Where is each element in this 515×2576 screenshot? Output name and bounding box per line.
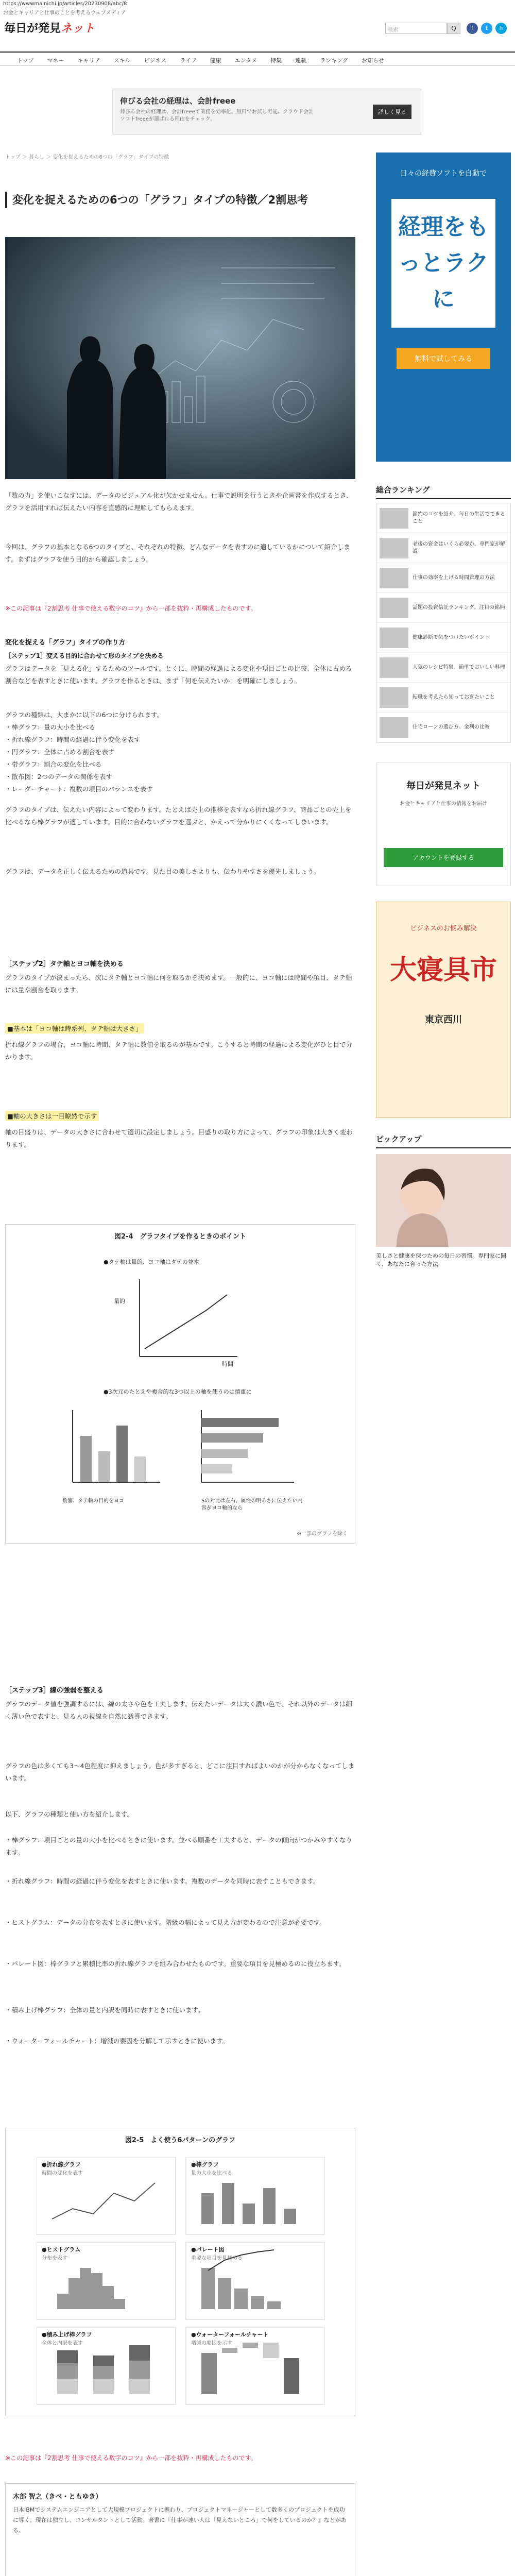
body-paragraph: グラフはデータを「見える化」するためのツールです。とくに、時間の経過による変化や項目ごとの比較、全体に占める割合などを表すときに使います。グラフを作るときは、まず「何を伝えたいか」を明確にしましょう。 [5, 665, 352, 685]
author-bio: 日本IBMでシステムエンジニアとして大規模プロジェクトに携わり、プロジェクトマネージャーとして数多くのプロジェクトを成功に導く。現在は独立し、コンサルタントとして活動。著書に『仕事が速い人は「見えないところ」で何をしているのか？』などがある。 [13, 2506, 347, 2534]
ad-big: 大寝具市 [389, 955, 497, 986]
intro-paragraph-2: 今回は、グラフの基本となる6つのタイプと、それぞれの特徴、どんなデータを表すのに適しているかについて紹介します。まずはグラフを使う目的から確認しましょう。 [5, 543, 350, 563]
search-button[interactable]: Q [447, 23, 460, 34]
ranking-thumb [380, 568, 408, 588]
list-item: ・折れ線グラフ：時間の経過に伴う変化を表すときに使います。複数のデータを同時に表すこともできます。 [5, 1877, 320, 1885]
ranking-item[interactable] [376, 713, 510, 742]
ranking-title: 人気のレシピ特集。簡単でおいしい料理 [413, 664, 505, 670]
figure-caption: 数値、タテ軸の目的をヨコ [62, 1498, 124, 1504]
body-paragraph: 軸の目盛りは、データの大きさに合わせて適切に設定しましょう。目盛りの取り方によって、グラフの印象は大きく変わります。 [5, 1128, 353, 1148]
logo-accent: ネット [61, 22, 95, 35]
body-paragraph: グラフの種類は、大まかに以下の6つに分けられます。 [5, 711, 163, 719]
banner-desc: 伸びる会社の経理は、会計freeeで業務を効率化。無料でお試し可能。クラウド会計ソフトfreeeが選ばれる理由をチェック。 [120, 109, 314, 122]
ranking-title: 話題の投資信託ランキング。注目の銘柄 [413, 604, 505, 611]
figure-label: ●タテ軸は量的、ヨコ軸はタテの並木 [104, 1259, 199, 1265]
ranking-item[interactable] [376, 533, 510, 563]
nav-item[interactable]: ビジネス [144, 57, 167, 64]
banner-cta-button[interactable]: 詳しく見る [373, 105, 411, 119]
ranking-title: 仕事の効率を上げる時間管理の方法 [413, 574, 495, 581]
chart-type-sub: 全体と内訳を表す [42, 2341, 83, 2346]
figure-axis-diagram [109, 1274, 243, 1372]
source-link[interactable]: ※この記事は『2割思考 仕事で使える数字のコツ』から一部を抜粋・再構成したものです。 [5, 2454, 257, 2462]
figure-six-patterns [5, 2128, 355, 2416]
article-title: 変化を捉えるための6つの「グラフ」タイプの特徴／2割思考 [5, 192, 355, 208]
nav-item[interactable]: マネー [47, 57, 64, 64]
ranking-list [376, 503, 511, 743]
banner-title: 伸びる会社の経理は、会計freee [120, 96, 236, 106]
ranking-thumb [380, 628, 408, 648]
ranking-item[interactable] [376, 653, 510, 683]
ranking-item[interactable] [376, 503, 510, 533]
ranking-heading: 総合ランキング [376, 484, 511, 499]
site-tagline: お金とキャリアと仕事のことを考えるウェブメディア [3, 10, 126, 16]
figure-title: 図2-5 よく使う6パターンのグラフ [125, 2137, 236, 2144]
ranking-thumb [380, 657, 408, 678]
pickup-caption[interactable]: 美しさと健康を保つための毎日の習慣。専門家に聞く、あなたに合った方法 [376, 1252, 506, 1267]
sidebar-ad-mid[interactable] [376, 902, 511, 1118]
pickup-heading: ピックアップ [376, 1133, 511, 1148]
list-item: ・棒グラフ：量の大小を比べる [5, 723, 96, 731]
body-paragraph: 以下、グラフの種類と使い方を紹介します。 [5, 1810, 134, 1818]
sidebar-promo [376, 762, 511, 886]
list-item: ・パレート図：棒グラフと累積比率の折れ線グラフを組み合わせたものです。重要な項目を見極めるのに役立ちます。 [5, 1960, 346, 1968]
highlight-heading: ■基本は「ヨコ軸は時系列、タテ軸は大きさ」 [5, 1023, 144, 1033]
list-item: ・円グラフ：全体に占める割合を表す [5, 748, 115, 756]
ranking-item[interactable] [376, 593, 510, 623]
ad-bottom: 東京西川 [425, 1014, 462, 1025]
figure-bar-diagrams [57, 1405, 304, 1493]
nav-item[interactable]: トップ [17, 57, 34, 64]
source-link[interactable]: ※この記事は『2割思考 仕事で使える数字のコツ』から一部を抜粋・再構成したものです。 [5, 605, 257, 612]
chart-type-sub: 重要な項目を見極める [191, 2256, 243, 2261]
list-item: ・帯グラフ：割合の変化を比べる [5, 760, 102, 768]
pickup-portrait [376, 1154, 511, 1247]
list-item: ・散布図：2つのデータの関係を表す [5, 773, 112, 781]
list-item: ・積み上げ棒グラフ：全体の量と内訳を同時に表すときに使います。 [5, 2006, 204, 2014]
chart-type-sub: 時間の変化を表す [42, 2171, 83, 2176]
highlight-heading: ■軸の大きさは一目瞭然で示す [5, 1111, 99, 1121]
breadcrumb[interactable]: トップ ＞ 暮らし ＞ 変化を捉えるための6つの「グラフ」タイプの特徴 [5, 155, 169, 160]
sidebar-ad-top[interactable] [376, 152, 511, 462]
ranking-thumb [380, 717, 408, 738]
list-item: ・レーダーチャート：複数の項目のバランスを表す [5, 785, 153, 793]
promo-desc: お金とキャリアと仕事の情報をお届け [400, 801, 487, 807]
nav-item[interactable]: 連載 [295, 57, 307, 64]
ad-small: 日々の経費ソフトを自動で [400, 170, 487, 178]
logo-main: 毎日が発見 [4, 22, 61, 35]
hero-image [5, 237, 355, 479]
nav-item[interactable]: エンタメ [234, 57, 258, 64]
search-input[interactable]: 検索 [385, 23, 447, 34]
ranking-item[interactable] [376, 683, 510, 713]
ranking-thumb [380, 538, 408, 558]
body-paragraph: グラフは、データを正しく伝えるための道具です。見た目の美しさよりも、伝わりやすさを優先しましょう。 [5, 868, 320, 875]
figure-grid [37, 2157, 325, 2410]
nav-item[interactable]: ライフ [180, 57, 197, 64]
nav-item[interactable]: お知らせ [361, 57, 384, 64]
nav-item[interactable]: スキル [113, 57, 131, 64]
chart-type-label: ●棒グラフ [191, 2161, 219, 2168]
body-paragraph: グラフのタイプが決まったら、次にタテ軸とヨコ軸に何を取るかを決めます。一般的に、ヨコ軸には時間や項目、タテ軸には量や割合を取ります。 [5, 974, 352, 994]
figure-label: ●3次元のたとえや複合的な3つ以上の軸を使うのは慎重に [104, 1388, 252, 1395]
global-nav [0, 52, 515, 66]
body-paragraph: グラフの色は多くても3〜4色程度に抑えましょう。色が多すぎると、どこに注目すればよいのかが分からなくなってしまいます。 [5, 1762, 355, 1782]
twitter-icon[interactable]: t [481, 23, 492, 34]
intro-paragraph-1: 「数の力」を使いこなすには、データのビジュアル化が欠かせません。仕事で説明を行うときや企画書を作成するとき、グラフを活用すれば伝えたい内容を直感的に理解してもらえます。 [5, 492, 353, 512]
x-axis-label: 時間 [222, 1361, 233, 1367]
ranking-title: 老後の資金はいくら必要か。専門家が解説 [413, 541, 505, 554]
step-heading: ［ステップ3］線の強弱を整える [5, 1687, 104, 1694]
chart-type-label: ●積み上げ棒グラフ [42, 2331, 92, 2338]
site-logo[interactable] [4, 20, 95, 36]
hatena-icon[interactable]: h [495, 23, 507, 34]
list-item: ・ウォーターフォールチャート：増減の要因を分解して示すときに使います。 [5, 2037, 229, 2045]
facebook-icon[interactable]: f [467, 23, 478, 34]
chart-type-label: ●ウォーターフォールチャート [191, 2331, 269, 2338]
body-paragraph: グラフのデータ値を強調するには、線の太さや色を工夫します。伝えたいデータは太く濃い色で、それ以外のデータは細く薄い色で表すと、見る人の視線を自然に誘導できます。 [5, 1700, 352, 1720]
chart-type-label: ●折れ線グラフ [42, 2161, 81, 2168]
nav-item[interactable]: 健康 [210, 57, 221, 64]
ranking-title: 転職を考えたら知っておきたいこと [413, 694, 495, 700]
ad-button[interactable]: 無料で試してみる [397, 348, 490, 369]
body-paragraph: グラフのタイプは、伝えたい内容によって変わります。たとえば売上の推移を表すなら折れ線グラフ、商品ごとの売上を比べるなら棒グラフが適しています。目的に合わないグラフを選ぶと、かえって分かりにくくなってしまいます。 [5, 806, 352, 826]
ranking-title: 健康診断で気をつけたいポイント [413, 634, 490, 640]
list-item: ・折れ線グラフ：時間の経過に伴う変化を表す [5, 736, 141, 743]
ad-big: 経理をもっとラクに [391, 199, 495, 328]
ranking-thumb [380, 508, 408, 529]
list-item: ・棒グラフ：項目ごとの量の大小を比べるときに使います。並べる順番を工夫すると、データの傾向がつかみやすくなります。 [5, 1836, 353, 1856]
author-box [5, 2483, 355, 2576]
hero-illustration [5, 237, 355, 479]
figure-note: ※一部のグラフを除く [297, 1531, 348, 1537]
pickup-image[interactable] [376, 1154, 511, 1247]
figure-axis-points [5, 1224, 355, 1544]
step-heading: ［ステップ1］変える目的に合わせて形のタイプを決める [5, 652, 164, 659]
ranking-title: 住宅ローンの選び方。金利の比較 [413, 724, 490, 730]
ranking-item[interactable] [376, 623, 510, 653]
nav-item[interactable]: キャリア [77, 57, 100, 64]
ranking-thumb [380, 687, 408, 708]
ranking-thumb [380, 598, 408, 618]
step-heading: ［ステップ2］タテ軸とヨコ軸を決める [5, 960, 124, 968]
promo-button[interactable]: アカウントを登録する [384, 848, 503, 867]
ranking-title: 節約のコツを紹介。毎日の生活でできること [413, 511, 505, 524]
promo-title: 毎日が発見ネット [406, 781, 480, 791]
author-name: 木部 智之（きべ・ともゆき） [13, 2493, 102, 2501]
body-paragraph: 折れ線グラフの場合、ヨコ軸に時間、タテ軸に数値を取るのが基本です。こうすると時間の経過による変化がひと目で分かります。 [5, 1041, 353, 1061]
section-heading: 変化を捉える「グラフ」タイプの作り方 [5, 639, 126, 647]
chart-type-label: ●パレート図 [191, 2246, 225, 2253]
nav-item[interactable]: 特集 [270, 57, 282, 64]
ranking-item[interactable] [376, 563, 510, 593]
figure-title: 図2-4 グラフタイプを作るときのポイント [114, 1233, 246, 1241]
nav-item[interactable]: ランキング [320, 57, 348, 64]
top-ad-banner[interactable] [112, 89, 421, 135]
ad-top: ビジネスのお悩み解決 [410, 925, 477, 933]
list-item: ・ヒストグラム：データの分布を表すときに使います。階級の幅によって見え方が変わるので注意が必要です。 [5, 1919, 326, 1926]
chart-type-sub: 分布を表す [42, 2256, 67, 2261]
chart-type-sub: 増減の要因を示す [191, 2341, 232, 2346]
chart-type-sub: 量の大小を比べる [191, 2171, 232, 2176]
figure-caption: Sの対比は左右、属性の明るさに伝えたい内容がヨコ軸的なら [201, 1498, 303, 1511]
browser-url: https://wwwmainichi.jp/articles/20230908/abc/8 [3, 1, 127, 7]
y-axis-label: 量的 [114, 1298, 125, 1304]
chart-type-label: ●ヒストグラム [42, 2246, 81, 2253]
